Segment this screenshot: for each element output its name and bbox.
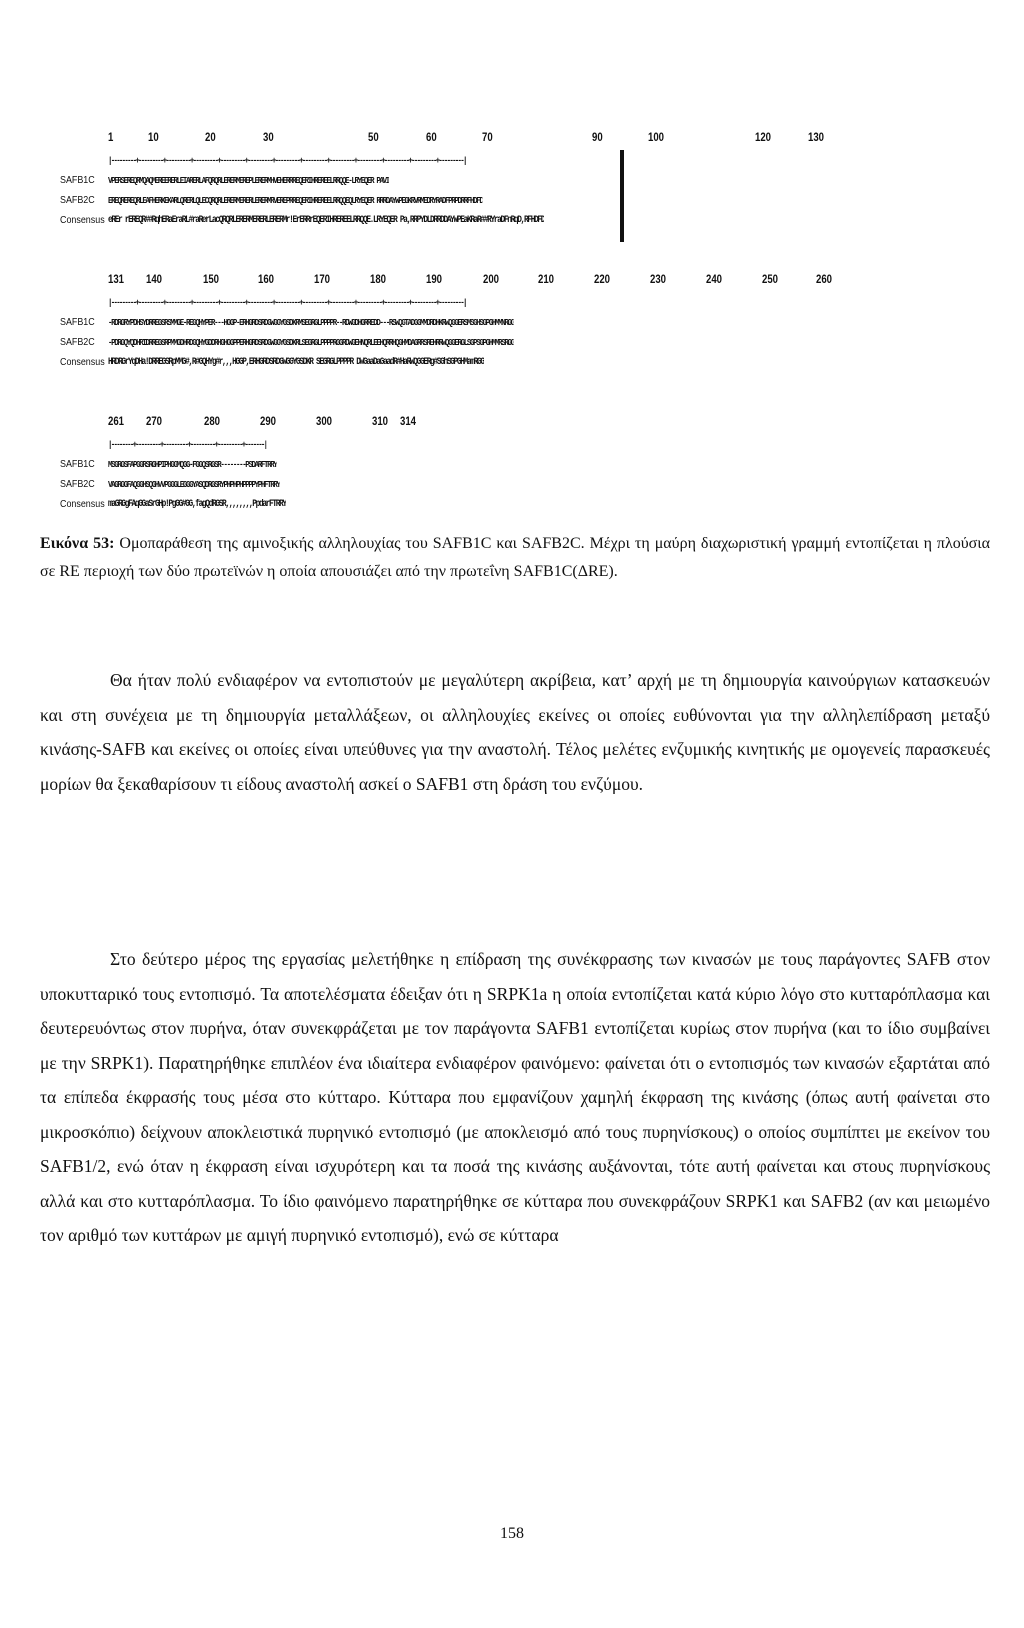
sequence-name: SAFB1C — [60, 458, 95, 470]
caption-label: Εικόνα 53: — [40, 535, 115, 552]
ruler-tick-label: 150 — [203, 272, 220, 286]
ruler-tick-label: 70 — [482, 130, 493, 144]
ruler-tick-label: 160 — [258, 272, 275, 286]
sequence-name: SAFB1C — [60, 174, 95, 186]
re-region-divider — [620, 150, 624, 242]
ruler-tick-label: 314 — [400, 414, 417, 428]
ruler-tick-label: 290 — [260, 414, 277, 428]
sequence-name: SAFB2C — [60, 336, 95, 348]
ruler-tick-label: 250 — [762, 272, 779, 286]
sequence-row-safb1c — [60, 312, 840, 332]
page-number: 158 — [500, 1525, 524, 1542]
sequence-row-consensus — [60, 494, 840, 514]
ruler-tick-label: 90 — [592, 130, 603, 144]
ruler-tick-label: 220 — [594, 272, 611, 286]
ruler-tick-label: 140 — [146, 272, 163, 286]
sequence: MSGRGSFAPGGRSRGHPIPHGGMQGG-FGGQSRGSR--------PSDARFTRRY — [108, 458, 277, 470]
sequence-row-safb1c — [60, 454, 840, 474]
sequence-name: SAFB1C — [60, 316, 95, 328]
ruler-numbers — [108, 414, 840, 434]
ruler-tick-label: 210 — [538, 272, 555, 286]
ruler-tick-label: 50 — [368, 130, 379, 144]
sequence: eREr rEREQR##RqhERaEraRL#raRerLacQRQRLERERMERERLERERMr!ErERRrEQERIHREREELRRQQE.LRYEQER Pa,RRPYDLDRRDDAYWPEaKRaR##RYraDFnRqD,RFHDFD — [108, 214, 545, 226]
ruler-tick-label: 260 — [816, 272, 833, 286]
ruler-tick-label: 280 — [204, 414, 221, 428]
ruler-tick-label: 1 — [108, 130, 114, 144]
sequence-row-safb2c — [60, 474, 840, 494]
sequence-row-safb1c — [60, 170, 840, 190]
ruler-tick-label: 131 — [108, 272, 125, 286]
ruler-numbers — [108, 272, 840, 292]
sequence-name: SAFB2C — [60, 194, 95, 206]
sequence-row-consensus — [60, 352, 840, 372]
ruler-tick-label: 20 — [205, 130, 216, 144]
ruler-tick-label: 180 — [370, 272, 387, 286]
sequence: -RDRGRYPDHSYDRREGSRSMMGE-REGQHYPER---HGGP-ERHGRDSRDGWGGYGSDKRMSEGRGLPPPPR--RDWGDHGRREDD---RSWQGTADGGMMDRDHKRWQGGERSMSGHSGPGHMMNRGG — [108, 316, 514, 328]
ruler-ticks: |---------+---------+---------+---------+---------+---------+---------+---------+---------+---------+---------+---------+---------| — [108, 154, 466, 166]
sequence-name: SAFB2C — [60, 478, 95, 490]
ruler-tick-label: 30 — [263, 130, 274, 144]
body-paragraph-2: Στο δεύτερο μέρος της εργασίας μελετήθηκε η επίδραση της συνέκφρασης των κινασών με τους παράγοντες SAFB στον υποκυτταρικό τους εντοπισμό. Τα αποτελέσματα έδειξαν ότι η SRPK1a η οποία εντοπίζεται κατά κύριο λόγο στο κυτταρόπλασμα και δευτερευόντως στον πυρήνα, όταν συνεκφράζεται με τον παράγοντα SAFB1 εντοπίζεται κυρίως στον πυρήνα (και το ίδιο συμβαίνει με την SRPK1). Παρατηρήθηκε επιπλέον ένα ιδιαίτερα ενδιαφέρον φαινόμενο: φαίνεται ότι ο εντοπισμός των κινασών εξαρτάται από τα επίπεδα έκφρασής τους μέσα στο κύτταρο. Κύτταρα που εμφανίζουν χαμηλή έκφραση της κινάσης (όπως αυτή φαίνεται στο μικροσκόπιο) δείχνουν αποκλειστικά πυρηνικό εντοπισμό (με αποκλεισμό από τους πυρηνίσκους) ο οποίος συμπίπτει με εκείνον του SAFB1/2, ενώ όταν η έκφραση είναι ισχυρότερη και τα ποσά της κινάσης αυξάνονται, τότε αυτή φαίνεται και στους πυρηνίσκους αλλά και στο κυτταρόπλασμα. Το ίδιο φαινόμενο παρατηρήθηκε σε κύτταρα που συνεκφράζουν SRPK1 και SAFB2 (αν και μειωμένο τον αριθμό των κυττάρων με αμιγή πυρηνικό εντοπισμό), ενώ σε κύτταρα — [40, 949, 990, 1245]
sequence-row-safb2c — [60, 332, 840, 352]
ruler-tick-label: 170 — [314, 272, 331, 286]
ruler-tick-label: 10 — [148, 130, 159, 144]
figure-caption — [40, 530, 990, 586]
alignment-block-3 — [60, 414, 840, 534]
ruler-tick-label: 230 — [650, 272, 667, 286]
sequence: maGRGgFAqGGaSrGHp!PgGG#GG,fagQdRGSR,,,,,,,,PpdarFTRRY — [108, 498, 286, 510]
ruler-ticks: |---------+---------+---------+---------+---------+---------+---------+---------+---------+---------+---------+---------+---------| — [108, 296, 466, 308]
sequence: VAGRGGFAQGGHSQGHVVPGGGLEGGGYASQDRGSRYPHPHPHPPPPYPHFTRRY — [108, 478, 280, 490]
ruler-tick-label: 270 — [146, 414, 163, 428]
ruler-tick-label: 100 — [648, 130, 665, 144]
ruler-ticks: |--------+---------+---------+---------+---------+-------| — [108, 438, 267, 450]
sequence: VPERSEREQRMQAQMEREERERLEIARERLAFQRQRLERERMEREPLERERMHVEHERRREQERIHREREELRRQQE-LRYEQER PAVI — [108, 174, 389, 186]
sequence-name: Consensus — [60, 498, 105, 510]
sequence: -PDRGQYQDHRIDRREGSRPMMGDHRDGQHYGDDRHGHGGPPERHGRDSRDGWGGYGSDKRLSEGRGLPPPPRGGRDWGEHNQRLEEHQRRHQGHMDAGRRSREHRRWQGGERGLSGPSGPGHMMRSRGG — [108, 336, 514, 348]
sequence-name: Consensus — [60, 214, 105, 226]
ruler-tick-label: 310 — [372, 414, 389, 428]
ruler-tick-label: 200 — [483, 272, 500, 286]
sequence-row-consensus — [60, 210, 840, 230]
sequence: HRDRGrYqDHa!DRREGSRpMMG#,R#GQHYg#r,,,HGGP,ERHGRDSRDGWGGYGSDKR SEGRGLPPPPR DWGaaDaGaadR#HaRWQGGERg#SGhSGPGHMamRGG — [108, 356, 484, 368]
ruler-tick-label: 130 — [808, 130, 825, 144]
caption-text: Ομοπαράθεση της αμινοξικής αλληλουχίας του SAFB1C και SAFB2C. Μέχρι τη μαύρη διαχωριστική γραμμή εντοπίζεται η πλούσια σε RE περιοχή των δύο πρωτεϊνών η οποία απουσιάζει από την πρωτεΐνη SAFB1C(ΔRE). — [40, 535, 990, 580]
ruler-tick-label: 261 — [108, 414, 125, 428]
ruler-tick-label: 120 — [755, 130, 772, 144]
sequence-row-safb2c — [60, 190, 840, 210]
alignment-block-2 — [60, 272, 840, 392]
alignment-figure — [60, 130, 840, 556]
alignment-block-1 — [60, 130, 840, 250]
ruler-tick-label: 60 — [426, 130, 437, 144]
ruler-numbers — [108, 130, 840, 150]
ruler-tick-label: 240 — [706, 272, 723, 286]
ruler-tick-label: 190 — [426, 272, 443, 286]
sequence-name: Consensus — [60, 356, 105, 368]
sequence: EREQREREQRLEAFHERKEKARLQRERLQLECQRQRLERERMERERLERERMRVEREPRREQERIHREREELRRQQEQLRYEQER RRRDAYWPEGKRVRMEDRYRADFPRPDRRFHDFD — [108, 194, 483, 206]
body-paragraph-1: Θα ήταν πολύ ενδιαφέρον να εντοπιστούν με μεγαλύτερη ακρίβεια, κατ’ αρχή με τη δημιουργία καινούργιων κατασκευών και στη συνέχεια με τη δημιουργία μεταλλάξεων, οι αλληλουχίες εκείνες οι οποίες ευθύνονται για την αλληλεπίδραση μεταξύ κινάσης-SAFB και εκείνες οι οποίες είναι υπεύθυνες για την αναστολή. Τέλος μελέτες ενζυμικής κινητικής με ομογενείς παρασκευές μορίων θα ξεκαθαρίσουν τι είδους αναστολή ασκεί ο SAFB1 στη δράση του ενζύμου. — [40, 670, 990, 794]
ruler-tick-label: 300 — [316, 414, 333, 428]
